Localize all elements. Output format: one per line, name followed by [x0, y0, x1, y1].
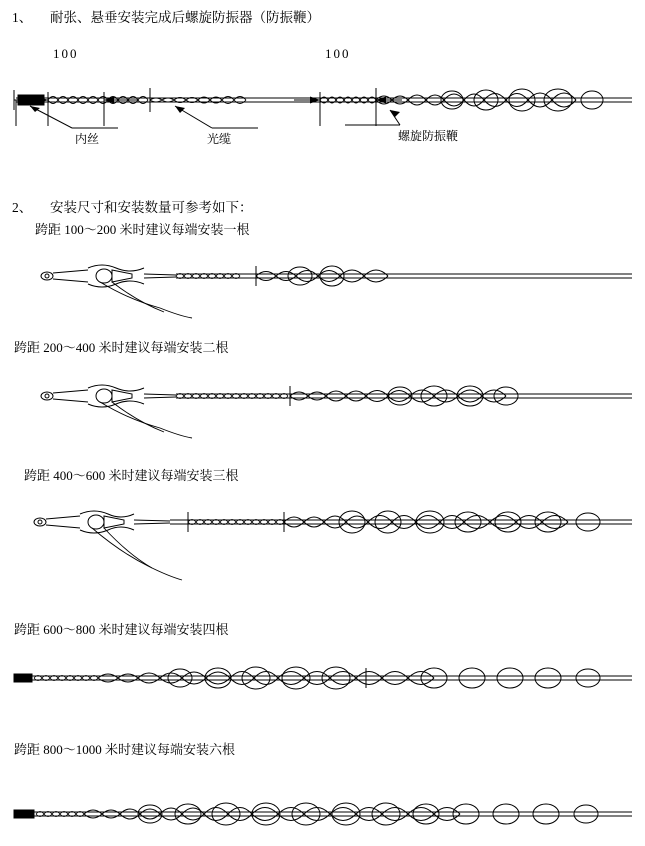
figure-1-svg [0, 30, 645, 210]
figure-case-3-svg [0, 494, 645, 604]
callout-label-damper: 螺旋防振鞭 [398, 129, 459, 143]
figure-case-6-svg [0, 786, 645, 846]
section-1-index: 1、 [12, 10, 33, 25]
case-label-3: 跨距 400～600 米时建议每端安装三根 [24, 468, 239, 483]
case-label-4: 跨距 600～800 米时建议每端安装四根 [14, 622, 229, 637]
case-label-5: 跨距 800～1000 米时建议每端安装六根 [14, 742, 236, 757]
callout-label-cable: 光缆 [207, 132, 232, 146]
figure-case-2-svg [0, 368, 645, 458]
figure-case-1-svg [0, 248, 645, 338]
section-2-index: 2、 [12, 200, 33, 215]
callout-label-inner-wire: 内丝 [75, 132, 100, 146]
case-label-2: 跨距 200～400 米时建议每端安装二根 [14, 340, 229, 355]
dimension-label-2: 100 [325, 46, 351, 61]
section-2-heading: 安装尺寸和安装数量可参考如下： [50, 200, 253, 215]
dimension-label-1: 100 [53, 46, 79, 61]
figure-case-4-svg [0, 650, 645, 720]
section-1-heading: 耐张、悬垂安装完成后螺旋防振器（防振鞭） [50, 10, 320, 25]
case-label-1: 跨距 100～200 米时建议每端安装一根 [35, 222, 250, 237]
